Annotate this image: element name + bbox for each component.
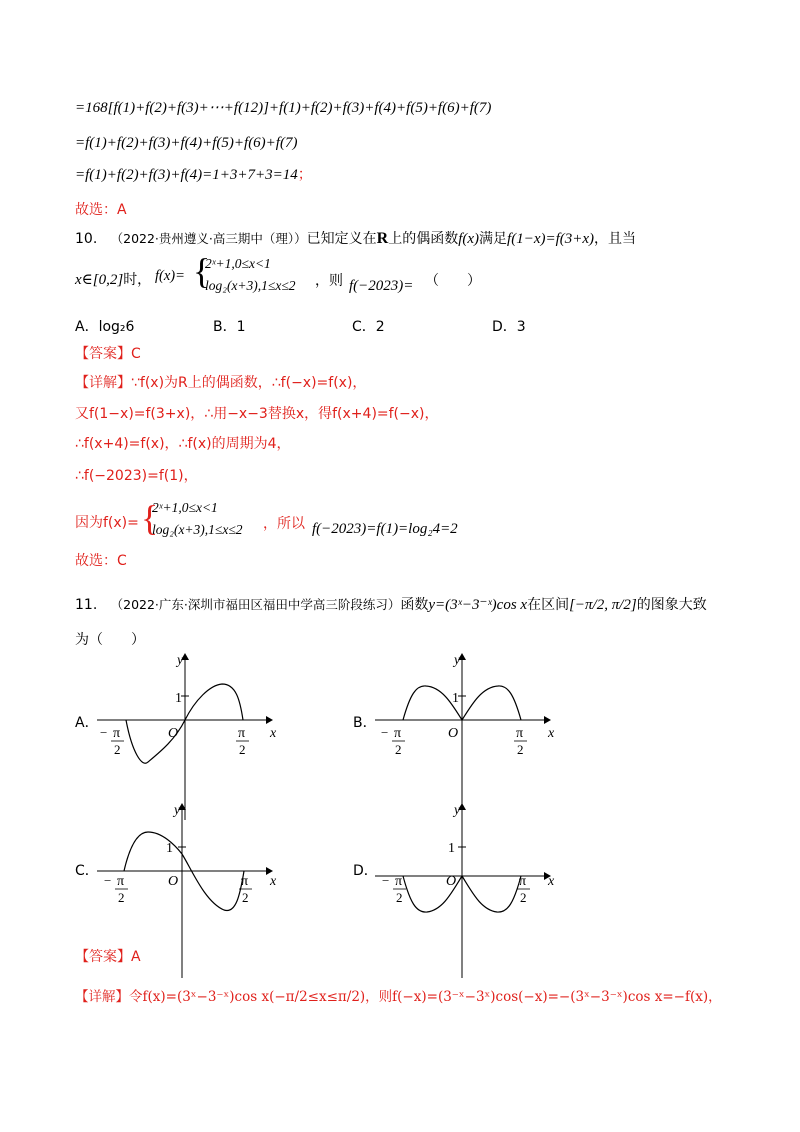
- q10-stem-b: 上的偶函数: [388, 231, 459, 247]
- graph-d: [375, 803, 555, 978]
- q10-detail-4: ∴f(−2023)=f(1)，: [75, 468, 198, 484]
- q10-domain-line: [75, 270, 151, 290]
- graph-a: [97, 653, 277, 820]
- q10-detail-brace: {: [141, 498, 159, 538]
- q10-case2: log₂(x+3),1≤x≤2: [205, 278, 296, 293]
- graph-d-neg-pi: π: [395, 874, 403, 889]
- q10-option-b: B．1: [213, 319, 246, 335]
- graph-d-x: x: [548, 874, 555, 889]
- q11-number: 11.: [75, 597, 98, 613]
- q10-fx: f(x): [458, 231, 480, 247]
- q11-detail-1: 【详解】令f(x)=(3ˣ−3⁻ˣ)cos x(−π/2≤x≤π/2)，则f(−x)=(3⁻ˣ−3ˣ)cos(−x)=−(3ˣ−3⁻ˣ)cos x=−f(x)，: [75, 989, 722, 1005]
- q11-stem-b: 在区间: [527, 597, 570, 613]
- graph-d-neg-two: 2: [396, 890, 403, 905]
- calc-line-3-expr: =f(1)+f(2)+f(3)+f(4)=1+3+7+3=14: [75, 167, 298, 183]
- q10-option-a: A．log₂6: [75, 319, 135, 335]
- q11-stem: [75, 595, 707, 615]
- q11-graphs: [0, 640, 800, 980]
- q11-stem-c: 的图象大致: [636, 597, 707, 613]
- graph-d-y: y: [454, 803, 461, 818]
- q10-detail-3: ∴f(x+4)=f(x)，∴f(x)的周期为4，: [75, 436, 291, 452]
- q10-answer: 【答案】C: [75, 346, 141, 362]
- graph-d-minus: −: [382, 873, 390, 888]
- q10-stem-a: 已知定义在: [306, 231, 377, 247]
- q10-detail-5b: ，所以: [263, 516, 305, 532]
- graph-b-pi: π: [516, 726, 524, 741]
- q10-stem-d: ，且当: [594, 231, 637, 247]
- graph-b-neg-pi: π: [394, 726, 402, 741]
- graph-a-neg-pi: π: [113, 726, 121, 741]
- q11-func: y=(3ˣ−3⁻ˣ)cos x: [428, 597, 528, 613]
- graph-a-x: x: [270, 726, 277, 741]
- graph-a-neg-two: 2: [114, 742, 121, 757]
- graph-b-two: 2: [517, 742, 524, 757]
- graph-a-two: 2: [239, 742, 246, 757]
- graph-b-origin: O: [448, 726, 459, 741]
- q10-then: ，则: [315, 273, 343, 289]
- q10-number: 10.: [75, 231, 98, 247]
- q10-brace: {: [193, 251, 211, 291]
- graph-d-pi: π: [519, 874, 527, 889]
- calc-line-2: =f(1)+f(2)+f(3)+f(4)+f(5)+f(6)+f(7): [75, 135, 298, 151]
- q10-detail-5a: 因为f(x)=: [75, 515, 139, 531]
- graph-c-origin: O: [168, 874, 179, 889]
- graph-b-x: x: [548, 726, 555, 741]
- graph-d-two: 2: [520, 890, 527, 905]
- q10-choice: 故选：C: [75, 553, 127, 569]
- q10-stem: [75, 229, 636, 249]
- q10-option-d: D．3: [492, 319, 526, 335]
- q10-R: R: [376, 230, 389, 247]
- q10-domain: x∈[0,2]: [75, 272, 124, 288]
- q10-detail-case1: 2ˣ+1,0≤x<1: [152, 500, 218, 515]
- graph-b: [375, 653, 555, 820]
- q11-option-b-label: B．: [353, 715, 377, 731]
- q10-detail-1: 【详解】∵f(x)为R上的偶函数，∴f(−x)=f(x)，: [75, 375, 367, 391]
- graph-a-pi: π: [238, 726, 246, 741]
- q10-source: （2022·贵州遵义·高三期中（理））: [110, 231, 307, 246]
- calc-line-1: =168[f(1)+f(2)+f(3)+⋯+f(12)]+f(1)+f(2)+f(3)+f(4)+f(5)+f(6)+f(7): [75, 100, 492, 116]
- q10-fdef: f(x)=: [155, 268, 185, 284]
- choice-line-9: 故选：A: [75, 202, 127, 218]
- graph-c-minus: −: [104, 873, 112, 888]
- q10-when: 时，: [123, 272, 152, 288]
- q11-option-d-label: D．: [353, 863, 378, 879]
- graph-d-origin: O: [446, 874, 457, 889]
- calc-line-3: [75, 165, 312, 185]
- graph-b-minus: −: [381, 725, 389, 740]
- graph-c-y: y: [174, 803, 181, 818]
- graph-c-one: 1: [166, 841, 173, 856]
- graph-a-minus: −: [100, 725, 108, 740]
- q10-paren: （ ）: [425, 273, 481, 289]
- q10-detail-5c: f(−2023)=f(1)=log₂4=2: [312, 521, 458, 537]
- graph-c-neg-two: 2: [118, 890, 125, 905]
- graph-a-origin: O: [168, 726, 179, 741]
- graph-d-one: 1: [448, 841, 455, 856]
- graph-b-y: y: [454, 653, 461, 668]
- q11-source: （2022·广东·深圳市福田区福田中学高三阶段练习）: [110, 597, 401, 612]
- graph-b-one: 1: [452, 691, 459, 706]
- graph-c-pi: π: [241, 874, 249, 889]
- q10-detail-case2: log₂(x+3),1≤x≤2: [152, 522, 243, 537]
- graph-c-two: 2: [242, 890, 249, 905]
- q11-option-c-label: C．: [75, 863, 99, 879]
- graph-c-x: x: [270, 874, 277, 889]
- q10-ask: f(−2023)=: [349, 278, 414, 294]
- q10-option-c: C．2: [352, 319, 385, 335]
- q10-case1: 2ˣ+1,0≤x<1: [205, 256, 271, 271]
- graph-c-neg-pi: π: [117, 874, 125, 889]
- q11-stem-a: 函数: [400, 597, 429, 613]
- q10-stem-c: 满足: [479, 231, 508, 247]
- calc-line-3-end: ；: [297, 167, 313, 183]
- q11-stem-d: 为（ ）: [75, 632, 145, 648]
- q10-eq: f(1−x)=f(3+x): [507, 231, 595, 247]
- q11-interval: [−π/2, π/2]: [569, 597, 637, 613]
- q11-answer: 【答案】A: [75, 949, 141, 965]
- graph-a-one: 1: [175, 691, 182, 706]
- q11-option-a-label: A．: [75, 715, 99, 731]
- graph-a-y: y: [177, 653, 184, 668]
- graph-b-neg-two: 2: [395, 742, 402, 757]
- q10-detail-2: 又f(1−x)=f(3+x)，∴用−x−3替换x，得f(x+4)=f(−x)，: [75, 406, 439, 422]
